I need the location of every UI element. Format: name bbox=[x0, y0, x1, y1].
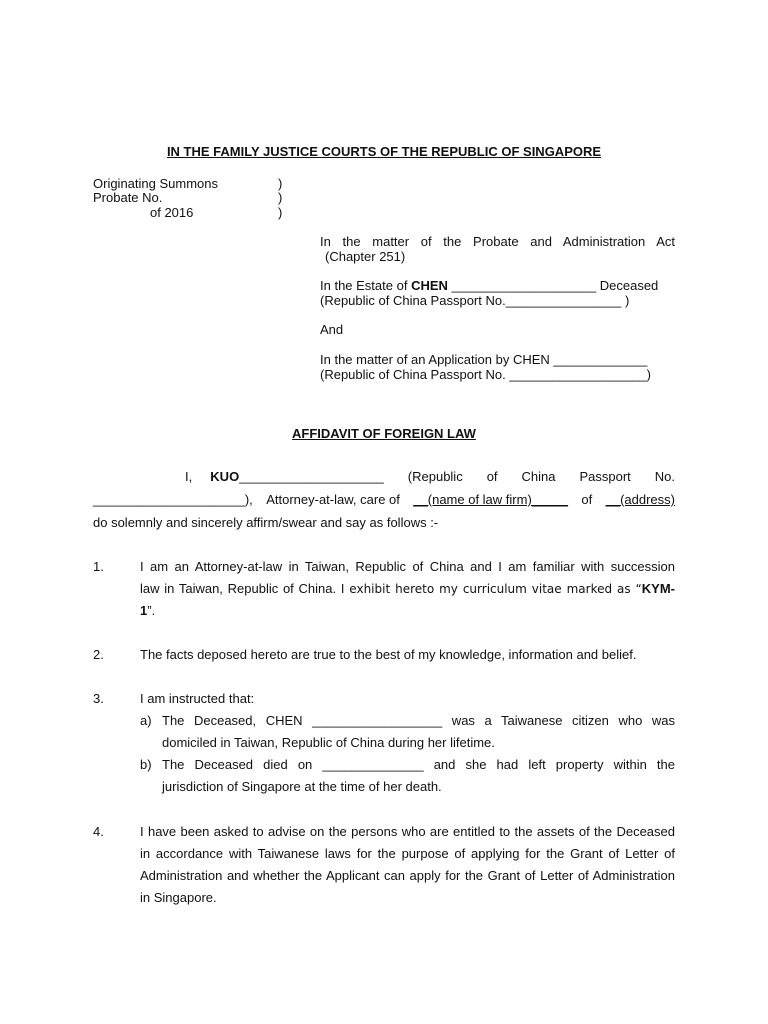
intro-passport: Passport bbox=[579, 469, 631, 484]
intro-line-3: do solemnly and sincerely affirm/swear and say as follows :- bbox=[93, 515, 439, 530]
para-1-text-b: I exhibit hereto my curriculum vitae marked as “ bbox=[340, 582, 642, 596]
court-title: IN THE FAMILY JUSTICE COURTS OF THE REPUBLIC OF SINGAPORE bbox=[166, 144, 602, 159]
intro-address: __(address) bbox=[605, 492, 675, 507]
paren-1: ) bbox=[278, 176, 283, 191]
deponent-name-blank: ____________________ bbox=[239, 469, 384, 484]
intro-no: No. bbox=[654, 469, 675, 484]
intro-passport-blank: _____________________), bbox=[93, 492, 253, 507]
para-4-line-2: in accordance with Taiwanese laws for the purpose of applying for the Grant of Letter of bbox=[140, 846, 675, 861]
para-3b-line-2: jurisdiction of Singapore at the time of her death. bbox=[162, 779, 442, 794]
paren-2: ) bbox=[278, 190, 283, 205]
intro-china: China bbox=[521, 469, 556, 484]
estate-name: CHEN bbox=[411, 278, 448, 293]
para-4-line-3: Administration and whether the Applicant can apply for the Grant of Letter of Administration bbox=[140, 868, 675, 883]
exhibit-close-quote: ”. bbox=[147, 603, 156, 618]
deponent-name: KUO bbox=[210, 469, 240, 484]
para-1-text-a: law in Taiwan, Republic of China. bbox=[140, 581, 341, 596]
affidavit-heading: AFFIDAVIT OF FOREIGN LAW bbox=[292, 426, 476, 441]
para-1-line-1: I am an Attorney-at-law in Taiwan, Republic of China and I am familiar with succession bbox=[140, 559, 675, 574]
para-3-number: 3. bbox=[93, 691, 104, 706]
paren-3: ) bbox=[278, 205, 283, 220]
para-3a-line-1: The Deceased, CHEN __________________ was a Taiwanese citizen who was bbox=[162, 713, 675, 728]
and-text: And bbox=[320, 322, 344, 337]
intro-republic: (Republic bbox=[407, 469, 463, 484]
intro-of: of bbox=[486, 469, 498, 484]
para-3a-line-2: domiciled in Taiwan, Republic of China during her lifetime. bbox=[162, 735, 495, 750]
act-line-2: (Chapter 251) bbox=[325, 249, 406, 264]
intro-line-2 bbox=[93, 492, 675, 508]
para-1-line-2 bbox=[140, 578, 675, 600]
estate-line bbox=[320, 278, 675, 294]
para-3-text: I am instructed that: bbox=[140, 691, 255, 706]
para-3b-line-1: The Deceased died on ______________ and she had left property within the bbox=[162, 757, 675, 772]
estate-blank: ____________________ bbox=[447, 278, 600, 293]
para-2-number: 2. bbox=[93, 647, 104, 662]
intro-of-2: of bbox=[581, 492, 593, 507]
exhibit-mark-end: 1 bbox=[140, 603, 148, 618]
para-2-text: The facts deposed hereto are true to the best of my knowledge, information and belief. bbox=[140, 647, 637, 662]
act-line-1: In the matter of the Probate and Administration Act bbox=[320, 234, 675, 249]
originating-summons-label: Originating Summons bbox=[93, 176, 218, 191]
para-4-number: 4. bbox=[93, 824, 104, 839]
para-3a-letter: a) bbox=[140, 713, 152, 728]
para-1-line-3 bbox=[140, 603, 155, 619]
year-label: of 2016 bbox=[150, 205, 194, 220]
passport-line-1: (Republic of China Passport No.________________ ) bbox=[320, 293, 630, 308]
intro-attorney: Attorney-at-law, care of bbox=[266, 492, 400, 507]
para-3b-letter: b) bbox=[140, 757, 152, 772]
application-line: In the matter of an Application by CHEN _____________ bbox=[320, 352, 648, 367]
exhibit-mark: KYM- bbox=[641, 581, 675, 596]
para-4-line-4: in Singapore. bbox=[140, 890, 217, 905]
intro-law-firm: __(name of law firm)_____ bbox=[413, 492, 568, 507]
para-4-line-1: I have been asked to advise on the persons who are entitled to the assets of the Deceased bbox=[140, 824, 675, 839]
estate-prefix: In the Estate of bbox=[320, 278, 412, 293]
intro-i: I, KUO____________________ bbox=[185, 469, 384, 484]
para-1-number: 1. bbox=[93, 559, 104, 574]
probate-no-label: Probate No. bbox=[93, 190, 163, 205]
estate-suffix: Deceased bbox=[599, 278, 659, 293]
passport-line-2: (Republic of China Passport No. ___________________) bbox=[320, 367, 652, 382]
intro-line-1 bbox=[185, 469, 675, 485]
